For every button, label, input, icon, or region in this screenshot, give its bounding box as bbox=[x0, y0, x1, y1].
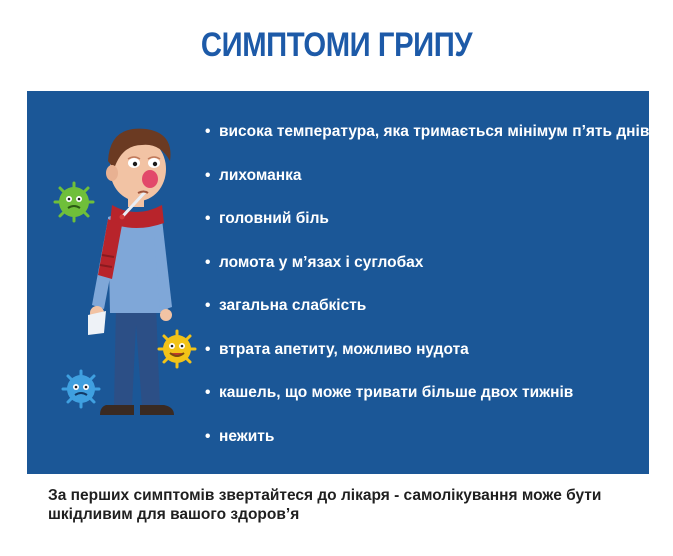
symptom-text: кашель, що може тривати більше двох тижнів bbox=[219, 384, 574, 401]
symptom-text: ломота у м’язах і суглобах bbox=[219, 253, 424, 271]
symptom-text: лихоманка bbox=[219, 166, 302, 184]
symptom-list bbox=[205, 121, 649, 469]
tissue-icon bbox=[88, 311, 106, 335]
left-shoe bbox=[100, 405, 134, 415]
symptom-text: нежить bbox=[219, 427, 275, 445]
symptom-item bbox=[205, 165, 649, 209]
bullet: • bbox=[205, 340, 211, 358]
symptom-text: головний біль bbox=[219, 210, 329, 227]
page-title: СИМПТОМИ ГРИПУ bbox=[200, 26, 473, 64]
bullet: • bbox=[205, 166, 211, 184]
symptom-item bbox=[205, 121, 649, 165]
footer-note: За перших симптомів звертайтеся до лікаря - самолікування може бути шкідливим для вашого здоров’я bbox=[48, 487, 602, 523]
symptom-item bbox=[205, 382, 649, 426]
yellow-germ-icon bbox=[156, 328, 198, 370]
symptom-item bbox=[205, 339, 649, 383]
symptom-text: загальна слабкість bbox=[219, 297, 367, 314]
green-germ-icon bbox=[52, 180, 96, 224]
blue-germ-icon bbox=[60, 368, 102, 410]
bullet: • bbox=[205, 210, 211, 227]
right-shoe bbox=[140, 405, 174, 415]
bullet: • bbox=[205, 384, 211, 401]
symptom-item bbox=[205, 208, 649, 252]
bullet: • bbox=[205, 123, 211, 140]
symptom-item bbox=[205, 295, 649, 339]
symptom-text: висока температура, яка тримається мінімум п’ять днів bbox=[219, 123, 650, 140]
symptom-item bbox=[205, 252, 649, 296]
bullet: • bbox=[205, 297, 211, 314]
symptom-text: втрата апетиту, можливо нудота bbox=[219, 340, 469, 358]
symptom-item bbox=[205, 426, 649, 470]
bullet: • bbox=[205, 253, 211, 271]
trousers bbox=[114, 305, 160, 407]
red-nose bbox=[142, 170, 158, 188]
bullet: • bbox=[205, 427, 211, 445]
right-hand bbox=[160, 309, 172, 321]
